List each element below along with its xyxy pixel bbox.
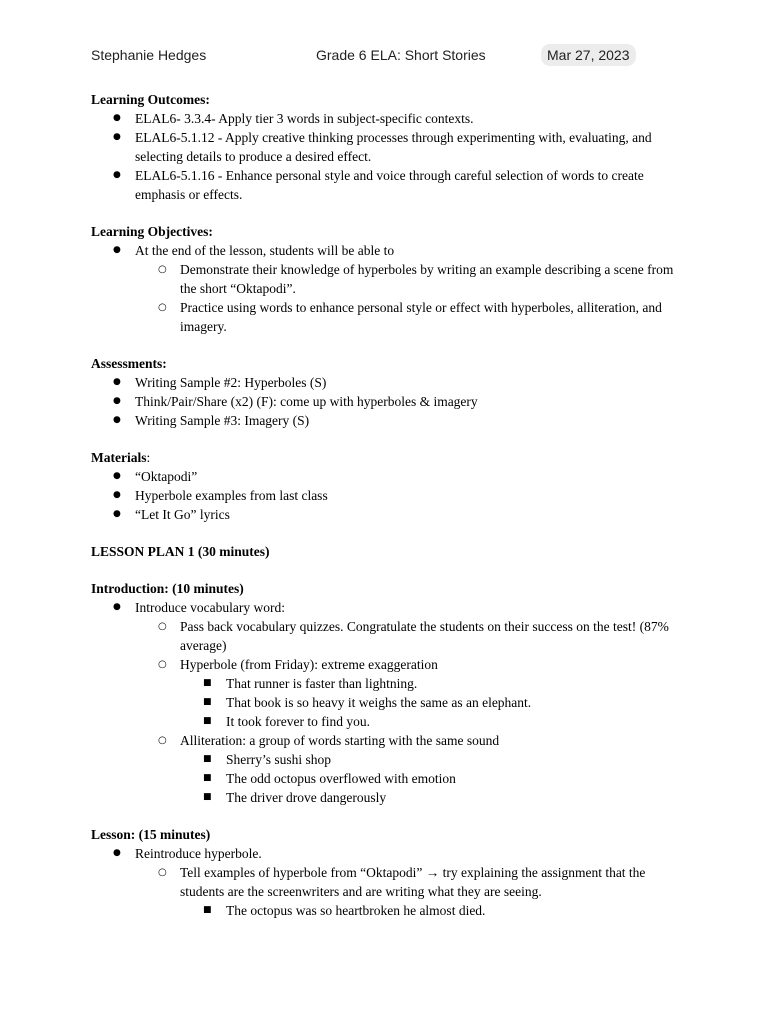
bullet-icon: ● — [113, 113, 121, 123]
author-name: Stephanie Hedges — [91, 47, 207, 63]
list-item-text: Demonstrate their knowledge of hyperboles by writing an example describing a scene from the short “Oktapodi”. — [180, 262, 674, 296]
list-item-text: The octopus was so heartbroken he almost died. — [226, 903, 486, 918]
list-item-text: Introduce vocabulary word: — [135, 600, 285, 615]
section-heading-text: Materials — [91, 450, 147, 465]
bullet-icon: ■ — [203, 905, 212, 915]
bullet-icon: ○ — [158, 735, 167, 746]
section-heading-text: Learning Outcomes: — [91, 92, 210, 107]
list-item — [91, 241, 691, 260]
list-item-text: ELAL6- 3.3.4- Apply tier 3 words in subject-specific contexts. — [135, 111, 474, 126]
section-heading-text: LESSON PLAN 1 (30 minutes) — [91, 544, 270, 559]
bullet-icon: ● — [113, 396, 121, 406]
list-item-text: The driver drove dangerously — [226, 790, 387, 805]
bullet-icon: ● — [113, 471, 121, 481]
list-item-text: At the end of the lesson, students will be able to — [135, 243, 395, 258]
list-item-text: “Let It Go” lyrics — [135, 507, 230, 522]
section — [91, 579, 691, 807]
list-item — [91, 863, 691, 901]
list-item — [91, 674, 691, 693]
bullet-icon: ○ — [158, 867, 167, 878]
section — [91, 354, 691, 430]
list-item — [91, 731, 691, 750]
bullet-icon: ■ — [203, 716, 212, 726]
list-item-text: Tell examples of hyperbole from “Oktapodi” → try explaining the assignment that the students are the screenwriters and are writing what they are seeing. — [180, 865, 646, 899]
list-item-text: Writing Sample #3: Imagery (S) — [135, 413, 310, 428]
list-item-text: Reintroduce hyperbole. — [135, 846, 262, 861]
section-heading-text: Assessments: — [91, 356, 167, 371]
bullet-icon: ○ — [158, 659, 167, 670]
course-title: Grade 6 ELA: Short Stories — [316, 47, 486, 63]
list-item — [91, 392, 691, 411]
bullet-icon: ● — [113, 509, 121, 519]
list-item-text: Alliteration: a group of words starting with the same sound — [180, 733, 500, 748]
list-item — [91, 166, 691, 204]
bullet-list — [91, 373, 691, 430]
section-heading-text: Introduction: (10 minutes) — [91, 581, 244, 596]
list-item — [91, 750, 691, 769]
bullet-icon: ■ — [203, 697, 212, 707]
list-item-text: Hyperbole examples from last class — [135, 488, 328, 503]
section — [91, 90, 691, 204]
list-item-text: Hyperbole (from Friday): extreme exaggeration — [180, 657, 438, 672]
bullet-list — [91, 598, 691, 807]
list-item-text: Think/Pair/Share (x2) (F): come up with hyperboles & imagery — [135, 394, 478, 409]
list-item-text: Pass back vocabulary quizzes. Congratulate the students on their success on the test! (87% average) — [180, 619, 669, 653]
section-heading-suffix: : — [146, 450, 151, 465]
list-item — [91, 598, 691, 617]
list-item-text: “Oktapodi” — [135, 469, 198, 484]
section-heading — [91, 579, 691, 598]
bullet-icon: ○ — [158, 302, 167, 313]
bullet-list — [91, 241, 691, 336]
section — [91, 825, 691, 920]
section — [91, 222, 691, 336]
list-item-text: ELAL6-5.1.12 - Apply creative thinking processes through experimenting with, evaluating, and selecting details to produce a desired effect. — [135, 130, 652, 164]
bullet-icon: ■ — [203, 754, 212, 764]
list-item-text: Writing Sample #2: Hyperboles (S) — [135, 375, 327, 390]
list-item — [91, 109, 691, 128]
bullet-icon: ○ — [158, 621, 167, 632]
list-item — [91, 128, 691, 166]
section-heading-text: Lesson: (15 minutes) — [91, 827, 211, 842]
page-header — [91, 44, 651, 68]
bullet-icon: ○ — [158, 264, 167, 275]
list-item — [91, 298, 691, 336]
list-item-text: ELAL6-5.1.16 - Enhance personal style and voice through careful selection of words to create emphasis or effects. — [135, 168, 644, 202]
bullet-icon: ● — [113, 170, 121, 180]
list-item-text: That book is so heavy it weighs the same as an elephant. — [226, 695, 532, 710]
list-item — [91, 769, 691, 788]
list-item-text: It took forever to find you. — [226, 714, 370, 729]
list-item — [91, 844, 691, 863]
bullet-icon: ● — [113, 602, 121, 612]
list-item — [91, 693, 691, 712]
list-item-text: Sherry’s sushi shop — [226, 752, 332, 767]
list-item — [91, 901, 691, 920]
section — [91, 448, 691, 524]
bullet-icon: ■ — [203, 792, 212, 802]
bullet-icon: ● — [113, 490, 121, 500]
bullet-list — [91, 467, 691, 524]
date-chip[interactable]: Mar 27, 2023 — [541, 44, 636, 66]
list-item — [91, 467, 691, 486]
bullet-icon: ● — [113, 377, 121, 387]
bullet-icon: ● — [113, 848, 121, 858]
list-item-text: Practice using words to enhance personal style or effect with hyperboles, alliteration, and imagery. — [180, 300, 662, 334]
list-item — [91, 712, 691, 731]
list-item-text: That runner is faster than lightning. — [226, 676, 418, 691]
list-item — [91, 486, 691, 505]
list-item — [91, 260, 691, 298]
list-item — [91, 373, 691, 392]
bullet-icon: ● — [113, 415, 121, 425]
bullet-icon: ■ — [203, 773, 212, 783]
document-body — [91, 90, 691, 938]
section-heading — [91, 825, 691, 844]
section-heading — [91, 542, 691, 561]
list-item-text: The odd octopus overflowed with emotion — [226, 771, 456, 786]
section-heading — [91, 354, 691, 373]
section-heading — [91, 222, 691, 241]
section — [91, 542, 691, 561]
list-item — [91, 788, 691, 807]
bullet-icon: ● — [113, 245, 121, 255]
section-heading — [91, 448, 691, 467]
list-item — [91, 505, 691, 524]
list-item — [91, 617, 691, 655]
section-heading-text: Learning Objectives: — [91, 224, 213, 239]
bullet-list — [91, 109, 691, 204]
bullet-list — [91, 844, 691, 920]
bullet-icon: ● — [113, 132, 121, 142]
bullet-icon: ■ — [203, 678, 212, 688]
section-heading — [91, 90, 691, 109]
list-item — [91, 411, 691, 430]
list-item — [91, 655, 691, 674]
